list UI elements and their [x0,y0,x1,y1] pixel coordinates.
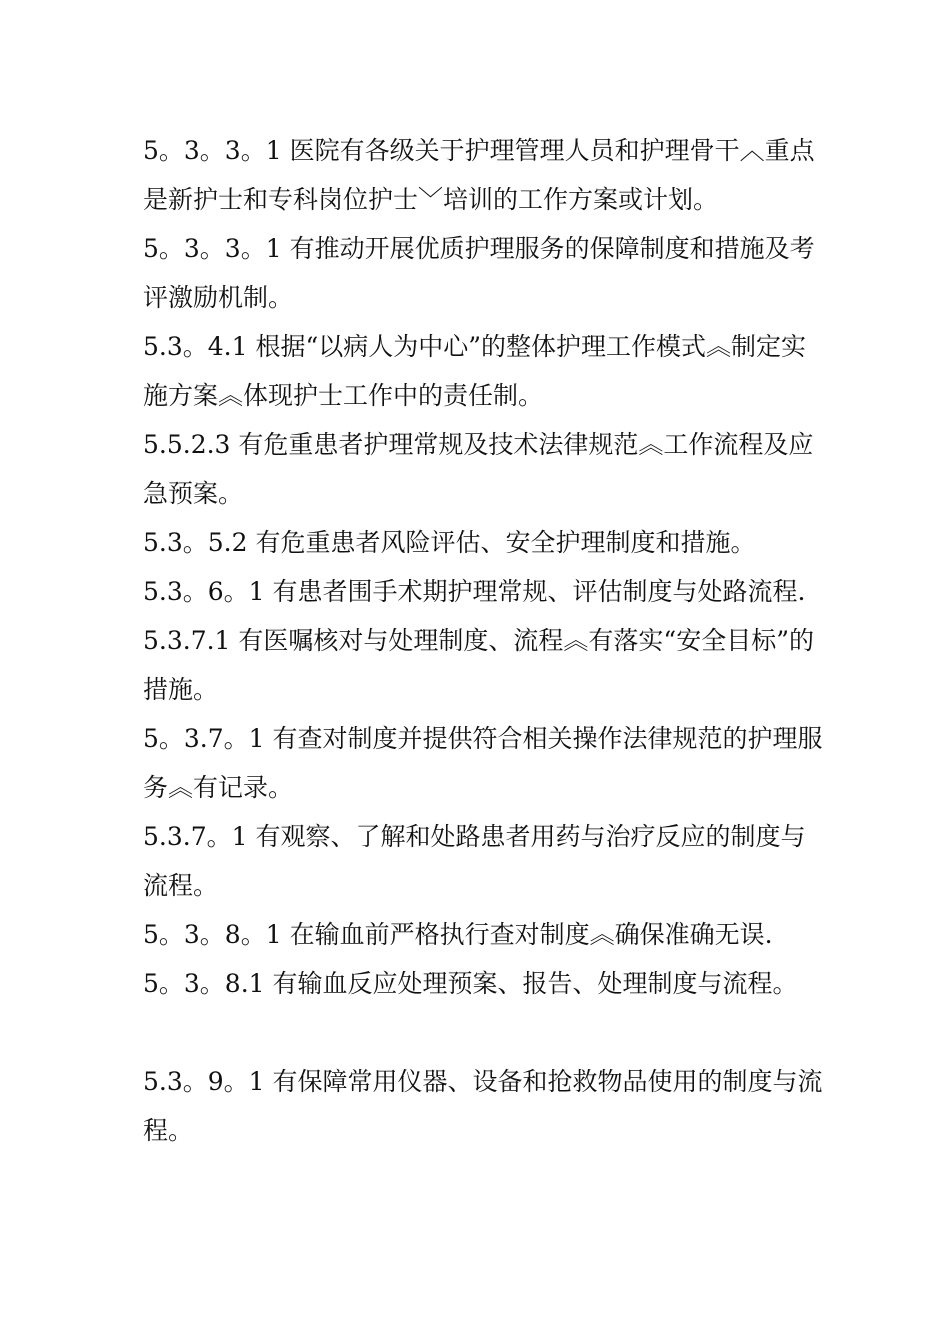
blank-line [143,1008,823,1057]
paragraph-10: 5。3。8。1 在输血前严格执行查对制度︽确保准确无误. [143,920,773,949]
paragraph-11: 5。3。8.1 有输血反应处理预案、报告、处理制度与流程。 [143,969,798,998]
paragraph-3: 5.3。4.1 根据“以病人为中心”的整体护理工作模式︽制定实施方案︽体现护士工作中的责任制。 [143,332,807,410]
paragraph-7: 5.3.7.1 有医嘱核对与处理制度、流程︽有落实“安全目标”的措施。 [143,626,814,704]
paragraph-6: 5.3。6。1 有患者围手术期护理常规、评估制度与处路流程. [143,577,806,606]
paragraph-12: 5.3。9。1 有保障常用仪器、设备和抢救物品使用的制度与流程。 [143,1067,823,1145]
paragraph-5: 5.3。5.2 有危重患者风险评估、安全护理制度和措施。 [143,528,756,557]
paragraph-2: 5。3。3。1 有推动开展优质护理服务的保障制度和措施及考评激励机制。 [143,234,815,312]
paragraph-1: 5。3。3。1 医院有各级关于护理管理人员和护理骨干︿重点是新护士和专科岗位护士﹀培训的工作方案或计划。 [143,136,815,214]
paragraph-8: 5。3.7。1 有查对制度并提供符合相关操作法律规范的护理服务︽有记录。 [143,724,823,802]
document-body [143,126,823,1155]
paragraph-9: 5.3.7。1 有观察、了解和处路患者用药与治疗反应的制度与流程。 [143,822,806,900]
paragraph-4: 5.5.2.3 有危重患者护理常规及技术法律规范︽工作流程及应急预案。 [143,430,814,508]
